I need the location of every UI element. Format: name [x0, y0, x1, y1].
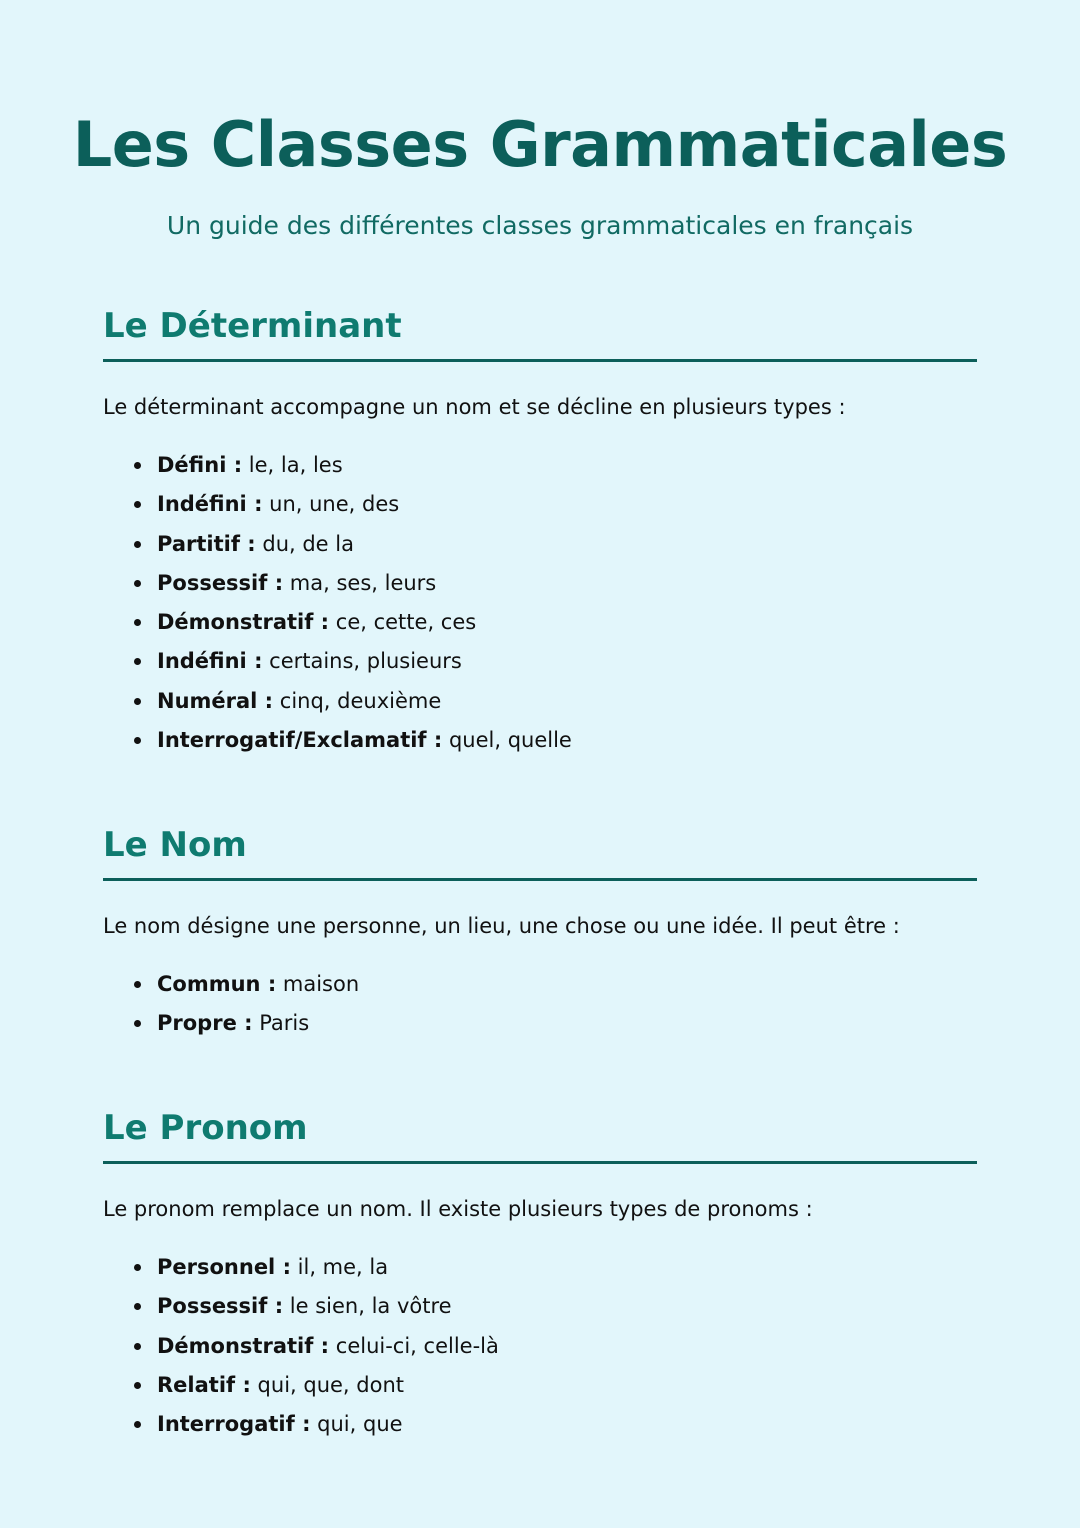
- type-list: [103, 1252, 977, 1448]
- item-term: Interrogatif/Exclamatif :: [157, 728, 443, 753]
- section-heading: Le Nom: [103, 823, 977, 881]
- list-item: [103, 1252, 977, 1291]
- item-term: Commun :: [157, 972, 277, 996]
- item-term: Défini :: [157, 453, 243, 477]
- item-examples: quel, quelle: [442, 728, 572, 753]
- bullet-icon: [134, 1020, 141, 1027]
- list-item: [103, 1331, 977, 1370]
- list-item: [103, 646, 977, 685]
- bullet-icon: [134, 698, 141, 705]
- item-examples: du, de la: [255, 531, 354, 556]
- item-term: Possessif :: [157, 1294, 284, 1319]
- item-term: Partitif :: [157, 531, 256, 556]
- item-examples: ce, cette, ces: [329, 610, 477, 635]
- item-term: Démonstratif :: [157, 610, 330, 635]
- type-list: [103, 969, 977, 1048]
- bullet-icon: [134, 981, 141, 988]
- item-term: Numéral :: [157, 688, 274, 713]
- list-item: [103, 1409, 977, 1448]
- section-intro: Le nom désigne une personne, un lieu, une chose ou une idée. Il peut être :: [103, 914, 900, 938]
- item-term: Possessif :: [157, 570, 284, 595]
- item-term: Indéfini :: [157, 492, 263, 517]
- bullet-icon: [134, 1382, 141, 1389]
- list-item: [103, 1008, 977, 1047]
- bullet-icon: [134, 1421, 141, 1428]
- item-examples: ma, ses, leurs: [283, 570, 437, 595]
- item-examples: qui, que: [310, 1412, 403, 1437]
- section-determinant: [103, 304, 977, 764]
- item-examples: celui-ci, celle-là: [329, 1333, 499, 1358]
- bullet-icon: [134, 1303, 141, 1310]
- item-examples: le, la, les: [242, 453, 343, 477]
- type-list: [103, 450, 977, 764]
- bullet-icon: [134, 737, 141, 744]
- item-term: Personnel :: [157, 1255, 291, 1279]
- item-term: Démonstratif :: [157, 1333, 330, 1358]
- page-title: Les Classes Grammaticales: [72, 108, 1008, 181]
- section-nom: [103, 823, 977, 1048]
- bullet-icon: [134, 1264, 141, 1271]
- section-heading: Le Déterminant: [103, 304, 977, 362]
- item-examples: qui, que, dont: [250, 1372, 405, 1397]
- item-term: Propre :: [157, 1011, 253, 1036]
- list-item: [103, 686, 977, 725]
- item-term: Relatif :: [157, 1372, 251, 1397]
- list-item: [103, 725, 977, 764]
- list-item: [103, 450, 977, 489]
- section-pronom: [103, 1106, 977, 1448]
- bullet-icon: [134, 462, 141, 469]
- item-examples: Paris: [252, 1011, 310, 1036]
- item-term: Interrogatif :: [157, 1412, 311, 1437]
- item-examples: maison: [276, 972, 360, 996]
- list-item: [103, 489, 977, 528]
- item-examples: certains, plusieurs: [262, 649, 462, 674]
- bullet-icon: [134, 1343, 141, 1350]
- item-examples: un, une, des: [262, 492, 400, 517]
- list-item: [103, 1291, 977, 1330]
- item-examples: le sien, la vôtre: [283, 1294, 452, 1319]
- bullet-icon: [134, 658, 141, 665]
- list-item: [103, 568, 977, 607]
- bullet-icon: [134, 501, 141, 508]
- section-heading: Le Pronom: [103, 1106, 977, 1164]
- list-item: [103, 529, 977, 568]
- bullet-icon: [134, 541, 141, 548]
- section-intro: Le déterminant accompagne un nom et se décline en plusieurs types :: [103, 395, 846, 419]
- list-item: [103, 607, 977, 646]
- page-subtitle: Un guide des différentes classes grammaticales en français: [166, 211, 914, 240]
- item-examples: cinq, deuxième: [273, 688, 442, 713]
- item-examples: il, me, la: [290, 1255, 389, 1279]
- item-term: Indéfini :: [157, 649, 263, 674]
- list-item: [103, 969, 977, 1008]
- list-item: [103, 1370, 977, 1409]
- bullet-icon: [134, 619, 141, 626]
- section-intro: Le pronom remplace un nom. Il existe plusieurs types de pronoms :: [103, 1197, 813, 1221]
- bullet-icon: [134, 580, 141, 587]
